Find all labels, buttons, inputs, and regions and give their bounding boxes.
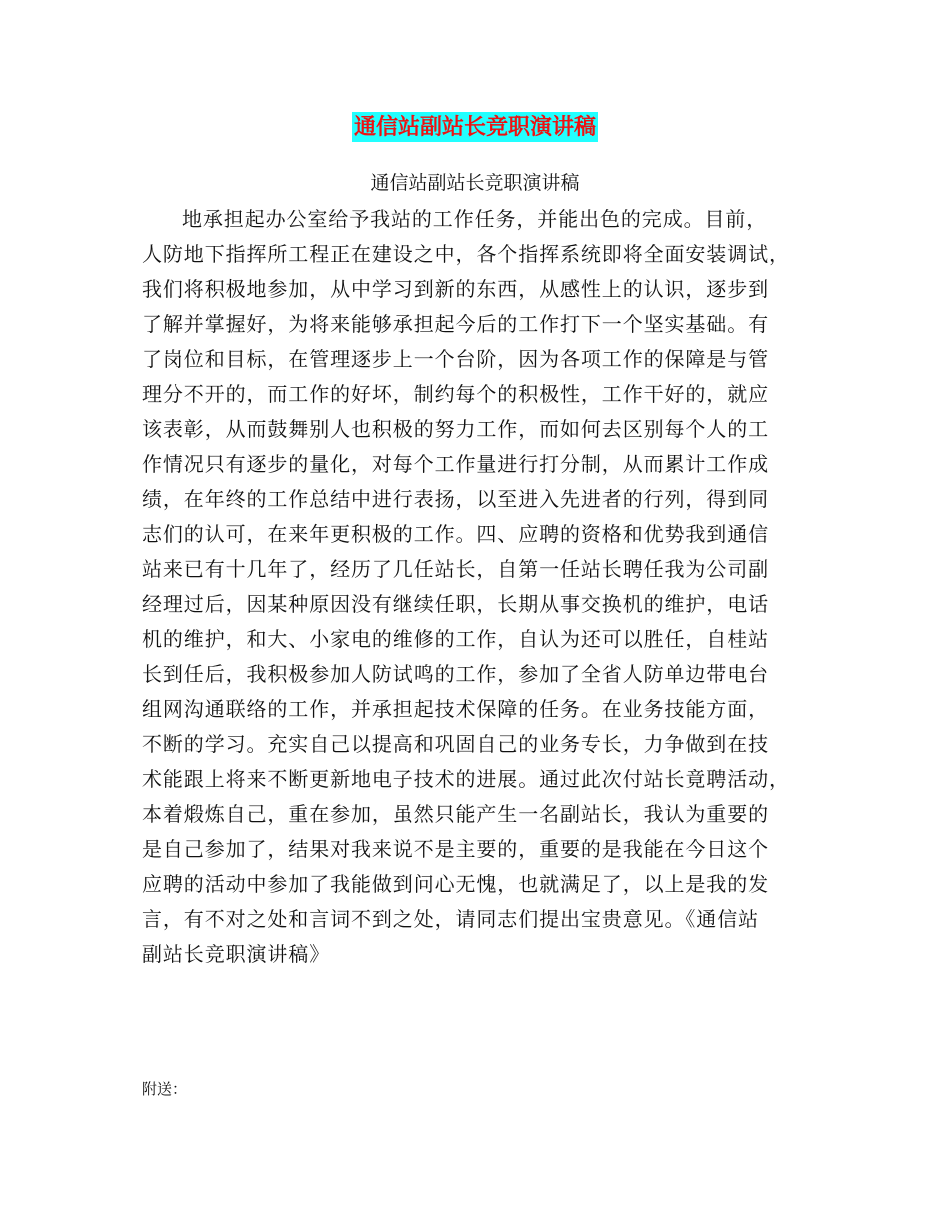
- body-line: 不断的学习。充实自己以提高和巩固自己的业务专长，力争做到在技: [142, 732, 769, 756]
- body-line: 副站长竞职演讲稿》: [142, 942, 331, 966]
- document-subtitle: 通信站副站长竞职演讲稿: [370, 172, 580, 194]
- body-line: 理分不开的，而工作的好坏，制约每个的积极性，工作干好的，就应: [142, 382, 769, 406]
- body-line: 该表彰，从而鼓舞别人也积极的努力工作，而如何去区别每个人的工: [142, 417, 769, 441]
- body-line: 术能跟上将来不断更新地电子技术的进展。通过此次付站长竟聘活动，: [142, 767, 790, 791]
- body-line: 长到任后，我积极参加人防试鸣的工作，参加了全省人防单边带电台: [142, 662, 769, 686]
- appendix-label: 附送：: [142, 1080, 188, 1098]
- body-line: 机的维护，和大、小家电的维修的工作，自认为还可以胜任，自桂站: [142, 627, 769, 651]
- document-title: 通信站副站长竞职演讲稿: [353, 114, 596, 140]
- body-line: 绩，在年终的工作总结中进行表扬，以至进入先进者的行列，得到同: [142, 487, 769, 511]
- body-line: 组网沟通联络的工作，并承担起技术保障的任务。在业务技能方面，: [142, 697, 769, 721]
- body-text: [142, 202, 812, 972]
- body-line: 了解并掌握好，为将来能够承担起今后的工作打下一个坚实基础。有: [142, 312, 769, 336]
- body-line: 了岗位和目标，在管理逐步上一个台阶，因为各项工作的保障是与管: [142, 347, 769, 371]
- body-line: 应聘的活动中参加了我能做到问心无愧，也就满足了，以上是我的发: [142, 872, 769, 896]
- body-line: 本着煅炼自己，重在参加，虽然只能产生一名副站长，我认为重要的: [142, 802, 769, 826]
- title-wrapper: [0, 112, 950, 142]
- body-line: 站来已有十几年了，经历了几任站长，自第一任站长聘任我为公司副: [142, 557, 769, 581]
- body-line: 是自己参加了，结果对我来说不是主要的，重要的是我能在今日这个: [142, 837, 769, 861]
- body-line: 言，有不对之处和言词不到之处，请同志们提出宝贵意见。《通信站: [142, 907, 759, 931]
- body-line: 地承担起办公室给予我站的工作任务，并能出色的完成。目前，: [182, 207, 768, 231]
- body-line: 经理过后，因某种原因没有继续任职，长期从事交换机的维护，电话: [142, 592, 769, 616]
- body-line: 人防地下指挥所工程正在建设之中，各个指挥系统即将全面安装调试，: [142, 242, 790, 266]
- body-line: 作情况只有逐步的量化，对每个工作量进行打分制，从而累计工作成: [142, 452, 769, 476]
- body-line: 我们将积极地参加，从中学习到新的东西，从感性上的认识，逐步到: [142, 277, 769, 301]
- body-line: 志们的认可，在来年更积极的工作。四、应聘的资格和优势我到通信: [142, 522, 769, 546]
